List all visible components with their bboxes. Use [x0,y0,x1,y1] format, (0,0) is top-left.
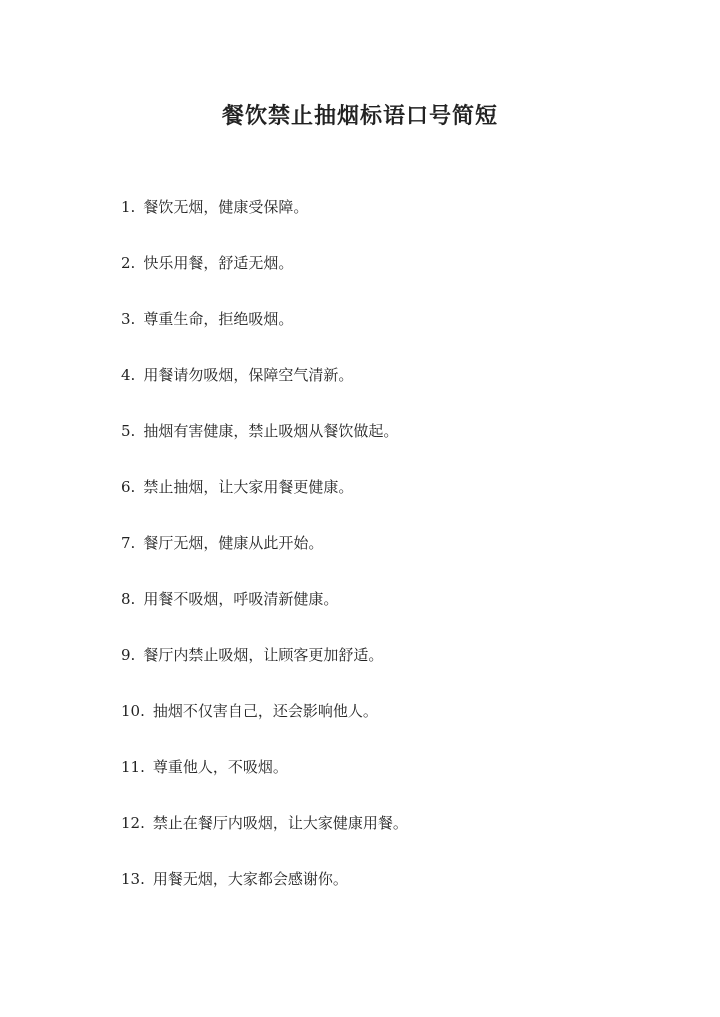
item-number: 6. [121,478,136,496]
item-text: 尊重生命，拒绝吸烟。 [143,310,294,328]
item-number: 4. [121,366,136,384]
item-number: 11. [121,758,145,776]
list-item [121,697,681,753]
item-number: 3. [121,310,136,328]
item-number: 10. [121,702,145,720]
list-item [121,249,681,305]
item-number: 13. [121,870,145,888]
item-text: 抽烟有害健康，禁止吸烟从餐饮做起。 [143,422,399,440]
list-item [121,585,681,641]
item-number: 5. [121,422,136,440]
list-item [121,361,681,417]
list-item [121,641,681,697]
list-item [121,305,681,361]
item-number: 9. [121,646,136,664]
item-number: 1. [121,198,136,216]
item-number: 2. [121,254,136,272]
item-text: 用餐不吸烟，呼吸清新健康。 [143,590,339,608]
item-text: 餐厅内禁止吸烟，让顾客更加舒适。 [143,646,384,664]
list-item [121,193,681,249]
item-text: 餐饮无烟，健康受保障。 [143,198,309,216]
item-text: 快乐用餐，舒适无烟。 [143,254,294,272]
item-number: 7. [121,534,136,552]
item-text: 用餐无烟，大家都会感谢你。 [152,870,348,888]
list-item [121,865,681,921]
item-text: 抽烟不仅害自己，还会影响他人。 [152,702,378,720]
item-text: 禁止在餐厅内吸烟，让大家健康用餐。 [152,814,408,832]
item-text: 用餐请勿吸烟，保障空气清新。 [143,366,354,384]
item-number: 12. [121,814,145,832]
item-number: 8. [121,590,136,608]
list-item [121,809,681,865]
document-title: 餐饮禁止抽烟标语口号简短 [221,102,498,129]
list-item [121,473,681,529]
item-text: 餐厅无烟，健康从此开始。 [143,534,324,552]
list-item [121,753,681,809]
item-text: 禁止抽烟，让大家用餐更健康。 [143,478,354,496]
item-text: 尊重他人，不吸烟。 [152,758,288,776]
list-item [121,417,681,473]
list-item [121,529,681,585]
slogan-list [121,193,681,921]
